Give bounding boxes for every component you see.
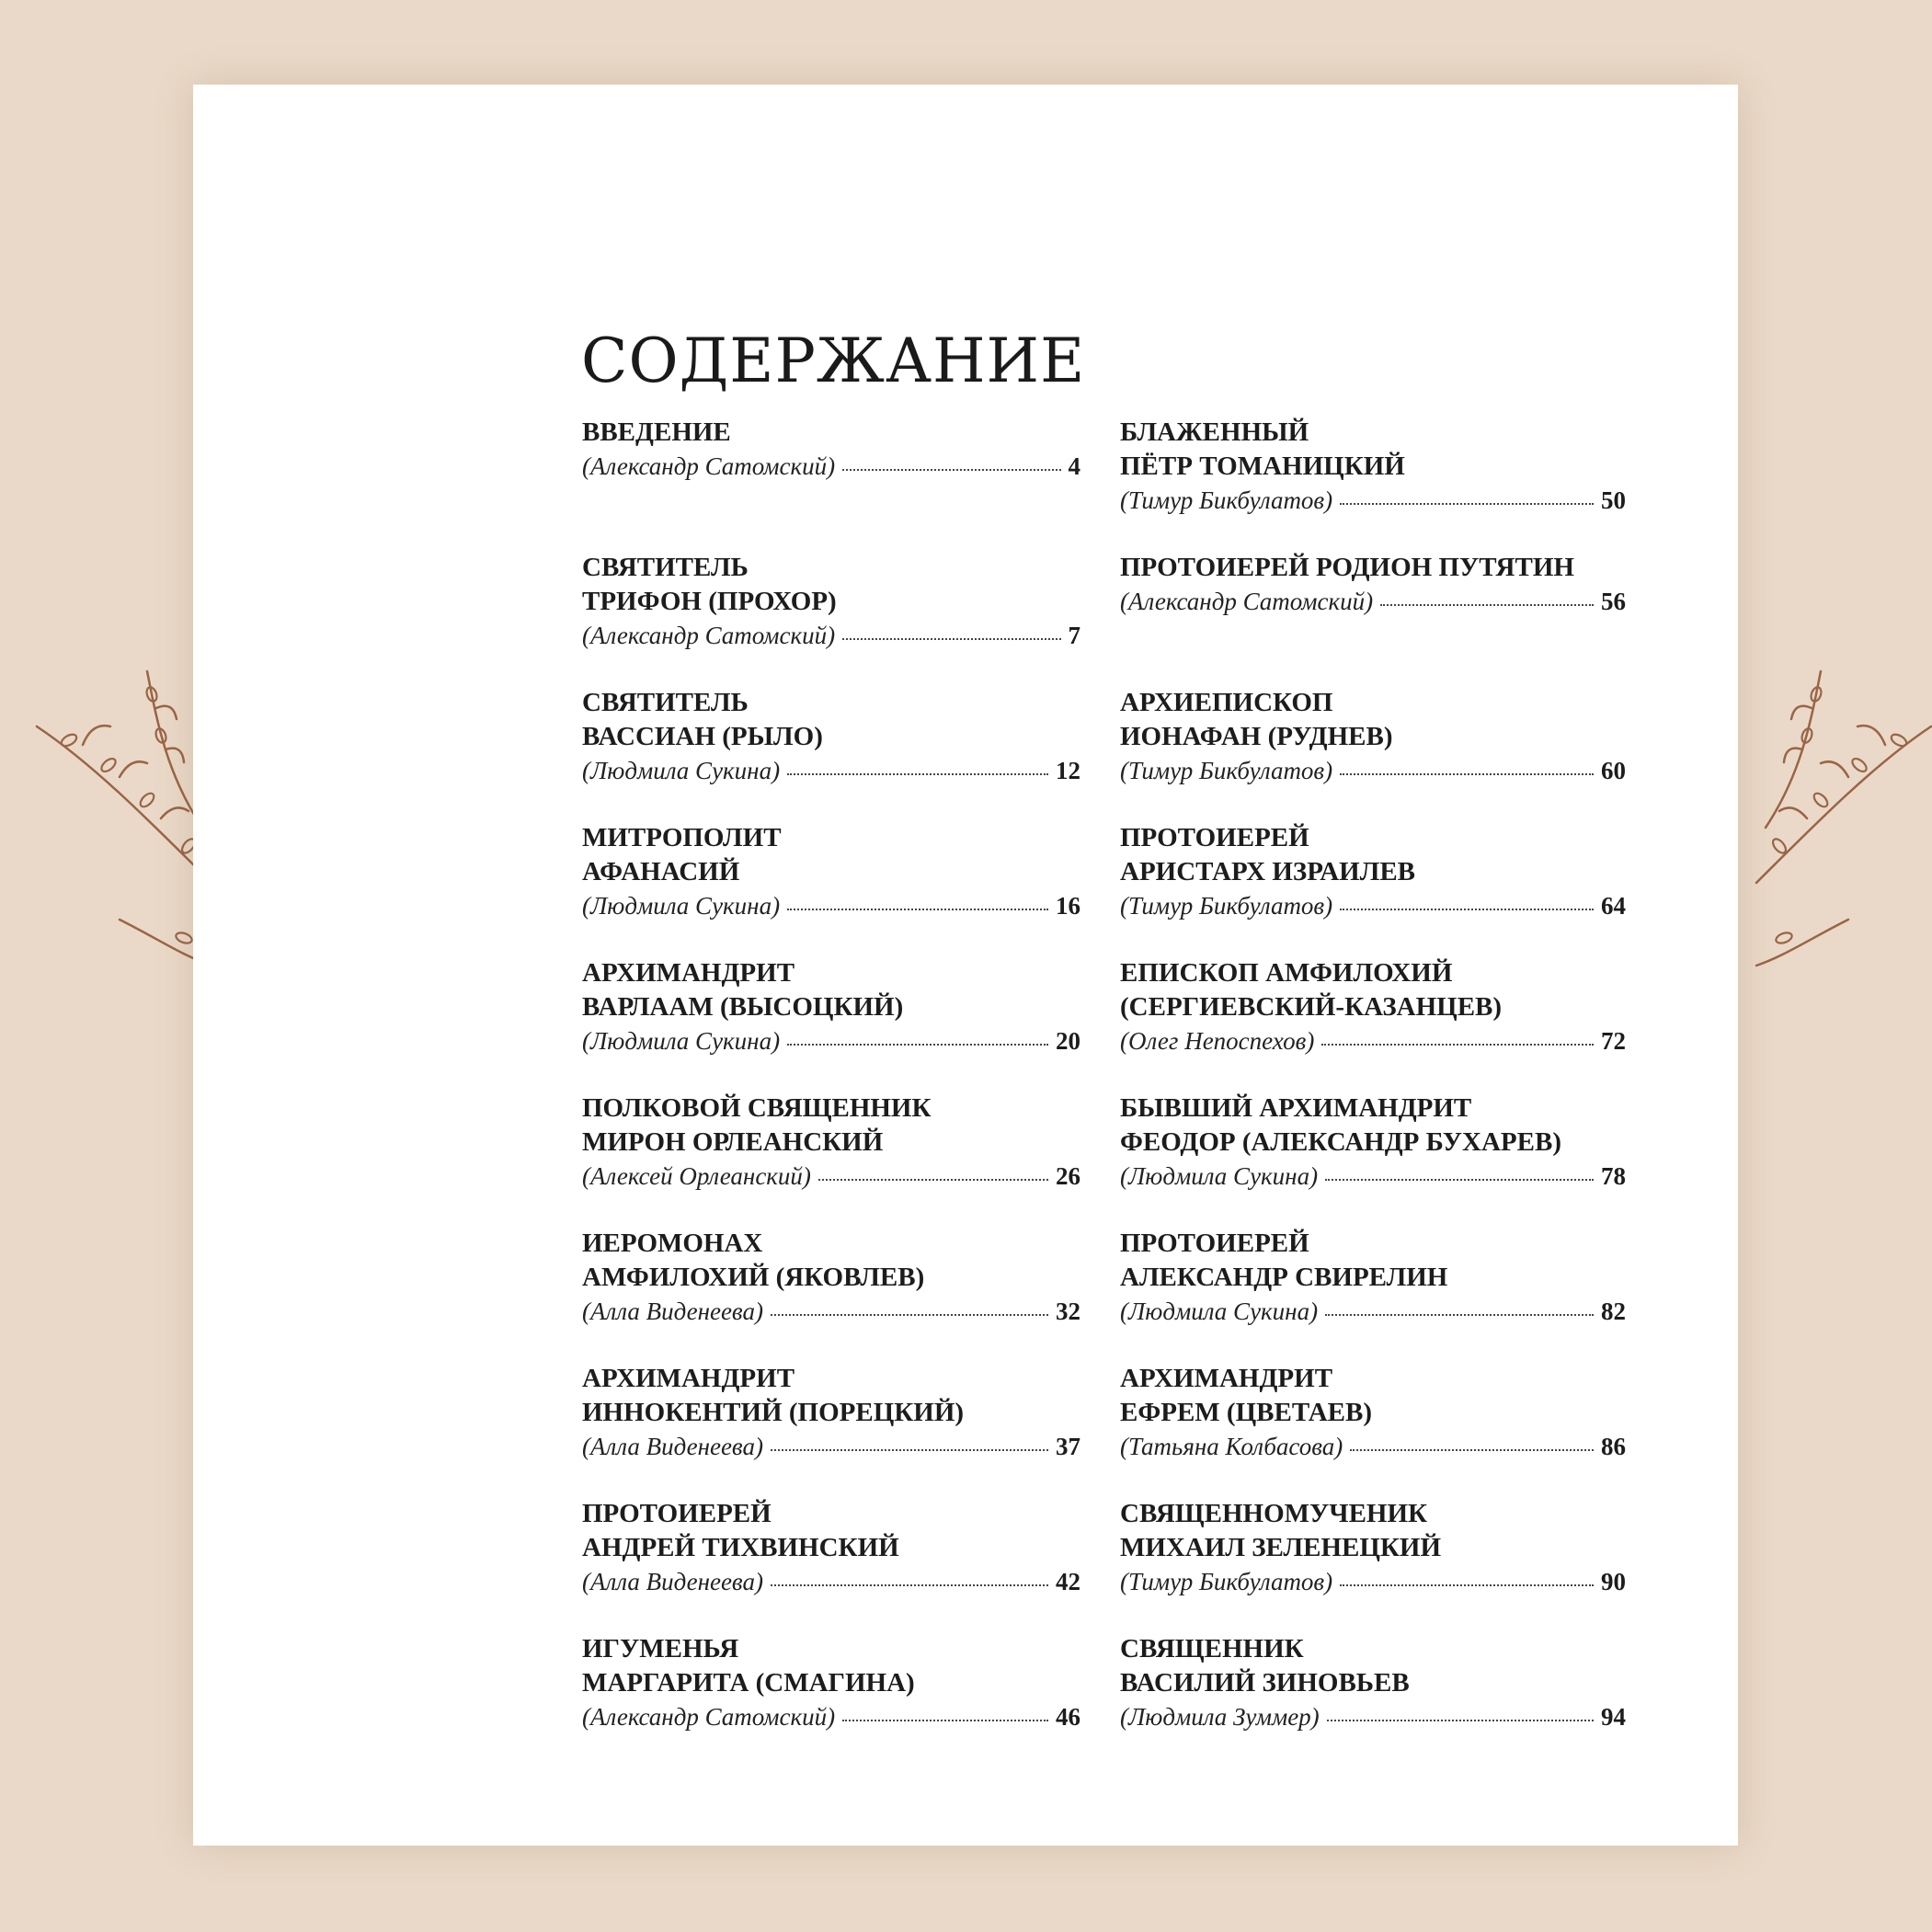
entry-title-line: БЛАЖЕННЫЙ xyxy=(1120,417,1309,447)
toc-entry[interactable] xyxy=(582,1227,1080,1362)
entry-page-number: 94 xyxy=(1601,1703,1626,1731)
dot-leader xyxy=(818,1179,1048,1181)
entry-title-line: АРХИМАНДРИТ xyxy=(582,958,795,988)
entry-page-number: 32 xyxy=(1056,1298,1080,1325)
entry-page-number: 46 xyxy=(1056,1703,1080,1731)
entry-author-row xyxy=(1120,889,1626,923)
dot-leader xyxy=(1340,773,1594,775)
entry-title-line: МИХАИЛ ЗЕЛЕНЕЦКИЙ xyxy=(1120,1533,1442,1562)
dot-leader xyxy=(1321,1044,1594,1046)
toc-left-column xyxy=(582,416,1080,1767)
entry-title-line: ВАРЛААМ (ВЫСОЦКИЙ) xyxy=(582,992,904,1022)
toc-entry[interactable] xyxy=(582,1632,1080,1767)
entry-title-line: ИОНАФАН (РУДНЕВ) xyxy=(1120,722,1393,751)
entry-author: (Людмила Зуммер) xyxy=(1120,1703,1320,1731)
toc-entry[interactable] xyxy=(582,1497,1080,1632)
entry-author-row xyxy=(582,619,1080,653)
entry-page-number: 7 xyxy=(1068,622,1080,649)
entry-author: (Александр Сатомский) xyxy=(582,622,836,649)
entry-title-line: ТРИФОН (ПРОХОР) xyxy=(582,587,837,616)
dot-leader xyxy=(842,638,1060,640)
entry-title-line: ИННОКЕНТИЙ (ПОРЕЦКИЙ) xyxy=(582,1398,965,1427)
entry-page-number: 64 xyxy=(1601,892,1626,920)
entry-author: (Людмила Сукина) xyxy=(1120,1298,1319,1325)
entry-title-line: АНДРЕЙ ТИХВИНСКИЙ xyxy=(582,1533,899,1562)
entry-author: (Алексей Орлеанский) xyxy=(582,1162,811,1190)
dot-leader xyxy=(1340,909,1594,910)
entry-title-line: ВВЕДЕНИЕ xyxy=(582,417,731,447)
entry-author-row xyxy=(582,1565,1080,1599)
entry-author: (Людмила Сукина) xyxy=(582,892,781,920)
dot-leader xyxy=(1327,1720,1594,1721)
entry-title-line: МИТРОПОЛИТ xyxy=(582,823,782,852)
entry-author: (Тимур Бикбулатов) xyxy=(1120,1568,1333,1595)
entry-author: (Александр Сатомский) xyxy=(582,452,836,480)
entry-title-line: (СЕРГИЕВСКИЙ-КАЗАНЦЕВ) xyxy=(1120,992,1503,1022)
entry-author: (Александр Сатомский) xyxy=(1120,588,1374,615)
entry-author: (Алла Виденеева) xyxy=(582,1298,763,1325)
toc-entry[interactable] xyxy=(582,416,1080,551)
dot-leader xyxy=(842,469,1060,471)
entry-title-line: ЕФРЕМ (ЦВЕТАЕВ) xyxy=(1120,1398,1373,1427)
entry-author-row xyxy=(582,1700,1080,1734)
entry-title-line: ПРОТОИЕРЕЙ xyxy=(1120,1229,1309,1258)
willow-branch-right xyxy=(1729,662,1932,993)
toc-entry[interactable] xyxy=(1120,551,1626,686)
entry-title-line: ВАССИАН (РЫЛО) xyxy=(582,722,823,751)
toc-page xyxy=(193,85,1738,1846)
entry-page-number: 86 xyxy=(1601,1433,1626,1460)
entry-author-row xyxy=(1120,484,1626,518)
entry-title-line: ЕПИСКОП АМФИЛОХИЙ xyxy=(1120,958,1453,988)
entry-title-line: ВАСИЛИЙ ЗИНОВЬЕВ xyxy=(1120,1668,1410,1698)
entry-author-row xyxy=(1120,1700,1626,1734)
dot-leader xyxy=(1340,503,1594,505)
dot-leader xyxy=(1340,1584,1594,1586)
dot-leader xyxy=(787,1044,1048,1046)
entry-page-number: 56 xyxy=(1601,588,1626,615)
entry-title-line: АФАНАСИЙ xyxy=(582,857,740,886)
toc-entry[interactable] xyxy=(582,551,1080,686)
entry-title-line: ПРОТОИЕРЕЙ РОДИОН ПУТЯТИН xyxy=(1120,553,1574,582)
entry-author: (Тимур Бикбулатов) xyxy=(1120,486,1333,514)
entry-author-row xyxy=(1120,1024,1626,1058)
entry-author-row xyxy=(1120,754,1626,788)
entry-page-number: 20 xyxy=(1056,1027,1080,1055)
entry-author: (Людмила Сукина) xyxy=(582,757,781,784)
dot-leader xyxy=(771,1449,1048,1451)
entry-page-number: 50 xyxy=(1601,486,1626,514)
dot-leader xyxy=(1325,1179,1594,1181)
entry-title-line: ИГУМЕНЬЯ xyxy=(582,1634,739,1663)
page-title: СОДЕРЖАНИЕ xyxy=(581,326,1086,396)
entry-title-line: СВЯЩЕННОМУЧЕНИК xyxy=(1120,1499,1428,1528)
entry-author-row xyxy=(1120,1295,1626,1329)
toc-entry[interactable] xyxy=(1120,1362,1626,1497)
entry-title-line: ПОЛКОВОЙ СВЯЩЕННИК xyxy=(582,1093,932,1123)
entry-page-number: 82 xyxy=(1601,1298,1626,1325)
toc-right-column xyxy=(1120,416,1626,1767)
dot-leader xyxy=(1350,1449,1594,1451)
entry-author-row xyxy=(582,889,1080,923)
toc-entry[interactable] xyxy=(1120,1092,1626,1227)
entry-page-number: 90 xyxy=(1601,1568,1626,1595)
entry-title-line: БЫВШИЙ АРХИМАНДРИТ xyxy=(1120,1093,1472,1123)
entry-author: (Тимур Бикбулатов) xyxy=(1120,757,1333,784)
entry-author-row xyxy=(1120,1430,1626,1464)
entry-title-line: ПРОТОИЕРЕЙ xyxy=(582,1499,772,1528)
entry-page-number: 60 xyxy=(1601,757,1626,784)
toc-entry[interactable] xyxy=(582,1362,1080,1497)
toc-entry[interactable] xyxy=(582,686,1080,821)
entry-author: (Тимур Бикбулатов) xyxy=(1120,892,1333,920)
dot-leader xyxy=(842,1720,1048,1721)
entry-title-line: АРХИМАНДРИТ xyxy=(1120,1364,1333,1393)
entry-author: (Алла Виденеева) xyxy=(582,1433,763,1460)
entry-page-number: 42 xyxy=(1056,1568,1080,1595)
entry-author: (Александр Сатомский) xyxy=(582,1703,836,1731)
entry-title-line: АМФИЛОХИЙ (ЯКОВЛЕВ) xyxy=(582,1263,925,1292)
entry-page-number: 12 xyxy=(1056,757,1080,784)
entry-page-number: 37 xyxy=(1056,1433,1080,1460)
toc-entry[interactable] xyxy=(582,821,1080,956)
entry-author-row xyxy=(582,754,1080,788)
entry-title-line: МАРГАРИТА (СМАГИНА) xyxy=(582,1668,915,1698)
dot-leader xyxy=(1325,1314,1594,1316)
entry-title-line: ИЕРОМОНАХ xyxy=(582,1229,763,1258)
entry-author: (Людмила Сукина) xyxy=(582,1027,781,1055)
toc-entry[interactable] xyxy=(1120,821,1626,956)
entry-title-line: ФЕОДОР (АЛЕКСАНДР БУХАРЕВ) xyxy=(1120,1127,1561,1157)
toc-entry[interactable] xyxy=(582,1092,1080,1227)
toc-entry[interactable] xyxy=(1120,686,1626,821)
entry-page-number: 16 xyxy=(1056,892,1080,920)
entry-title-line: СВЯТИТЕЛЬ xyxy=(582,688,749,717)
entry-page-number: 26 xyxy=(1056,1162,1080,1190)
entry-author-row xyxy=(1120,585,1626,619)
entry-author-row xyxy=(582,450,1080,484)
entry-title-line: ПЁТР ТОМАНИЦКИЙ xyxy=(1120,452,1405,481)
toc-entry[interactable] xyxy=(582,956,1080,1092)
toc-entry[interactable] xyxy=(1120,1227,1626,1362)
entry-title-line: АЛЕКСАНДР СВИРЕЛИН xyxy=(1120,1263,1448,1292)
entry-title-line: СВЯЩЕННИК xyxy=(1120,1634,1304,1663)
entry-page-number: 4 xyxy=(1068,452,1080,480)
entry-author: (Людмила Сукина) xyxy=(1120,1162,1319,1190)
entry-title-line: СВЯТИТЕЛЬ xyxy=(582,553,749,582)
entry-author-row xyxy=(1120,1565,1626,1599)
entry-title-line: АРХИЕПИСКОП xyxy=(1120,688,1333,717)
entry-author: (Татьяна Колбасова) xyxy=(1120,1433,1343,1460)
dot-leader xyxy=(1380,604,1594,606)
entry-page-number: 78 xyxy=(1601,1162,1626,1190)
dot-leader xyxy=(771,1584,1048,1586)
entry-author-row xyxy=(582,1024,1080,1058)
toc-entry[interactable] xyxy=(1120,1632,1626,1767)
entry-title-line: АРИСТАРХ ИЗРАИЛЕВ xyxy=(1120,857,1416,886)
entry-title-line: МИРОН ОРЛЕАНСКИЙ xyxy=(582,1127,884,1157)
entry-author: (Алла Виденеева) xyxy=(582,1568,763,1595)
entry-author-row xyxy=(582,1430,1080,1464)
entry-author-row xyxy=(582,1160,1080,1194)
entry-author: (Олег Непоспехов) xyxy=(1120,1027,1315,1055)
toc-entry[interactable] xyxy=(1120,416,1626,551)
toc-entry[interactable] xyxy=(1120,956,1626,1092)
entry-author-row xyxy=(582,1295,1080,1329)
dot-leader xyxy=(771,1314,1048,1316)
entry-author-row xyxy=(1120,1160,1626,1194)
entry-page-number: 72 xyxy=(1601,1027,1626,1055)
willow-branch-right-icon xyxy=(1729,662,1932,993)
toc-entry[interactable] xyxy=(1120,1497,1626,1632)
dot-leader xyxy=(787,773,1048,775)
entry-title-line: АРХИМАНДРИТ xyxy=(582,1364,795,1393)
dot-leader xyxy=(787,909,1048,910)
entry-title-line: ПРОТОИЕРЕЙ xyxy=(1120,823,1309,852)
